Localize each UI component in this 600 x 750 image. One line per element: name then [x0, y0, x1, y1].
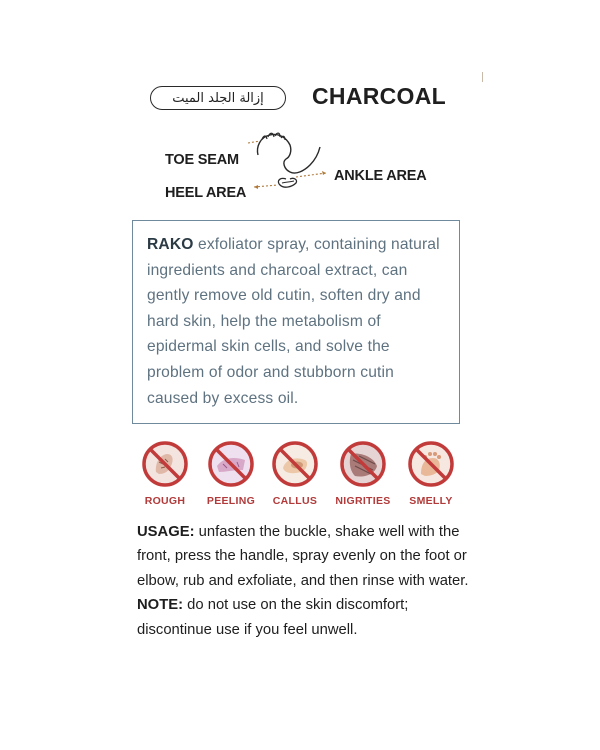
note-title: NOTE: — [137, 597, 184, 614]
note-body: do not use on the skin discomfort; discontinue use if you feel unwell. — [137, 597, 409, 638]
rough-skin-icon — [141, 440, 189, 488]
usage-text — [137, 520, 477, 642]
usage-body: unfasten the buckle, shake well with the front, press the handle, spray evenly on the foot or elbow, rub and exfoliate, and then rinse with water. — [137, 524, 469, 589]
toe-seam-label: TOE SEAM — [165, 152, 239, 168]
arabic-label: إزالة الجلد الميت — [172, 90, 264, 106]
smelly-foot-icon — [407, 440, 455, 488]
condition-label: PEELING — [206, 495, 256, 507]
condition-smelly — [400, 440, 462, 507]
condition-label: ROUGH — [144, 495, 186, 507]
usage-title: USAGE: — [137, 524, 195, 540]
ankle-area-label: ANKLE AREA — [334, 168, 427, 184]
description-body: exfoliator spray, containing natural ingredients and charcoal extract, can gently remove old cutin, soften dry and hard skin, help the metabolism of epidermal skin cells, and solve the problem of odor and stubborn cutin caused by excess oil. — [147, 236, 440, 407]
peeling-skin-icon — [207, 440, 255, 488]
conditions-row — [134, 440, 464, 510]
condition-rough — [134, 440, 196, 507]
condition-callus — [264, 440, 326, 507]
edge-mark — [482, 72, 483, 82]
foot-diagram-icon — [240, 125, 340, 205]
product-title: CHARCOAL — [312, 83, 446, 109]
condition-label: SMELLY — [409, 495, 453, 507]
condition-label: NIGRITIES — [335, 495, 391, 507]
condition-peeling — [200, 440, 262, 507]
callus-icon — [271, 440, 319, 488]
arabic-label-pill — [150, 86, 286, 110]
brand-name: RAKO — [147, 236, 194, 253]
description-text — [147, 232, 449, 411]
condition-label: CALLUS — [272, 495, 318, 507]
heel-area-label: HEEL AREA — [165, 185, 247, 201]
condition-nigrities — [332, 440, 394, 507]
nigrities-icon — [339, 440, 387, 488]
description-box — [132, 220, 460, 424]
